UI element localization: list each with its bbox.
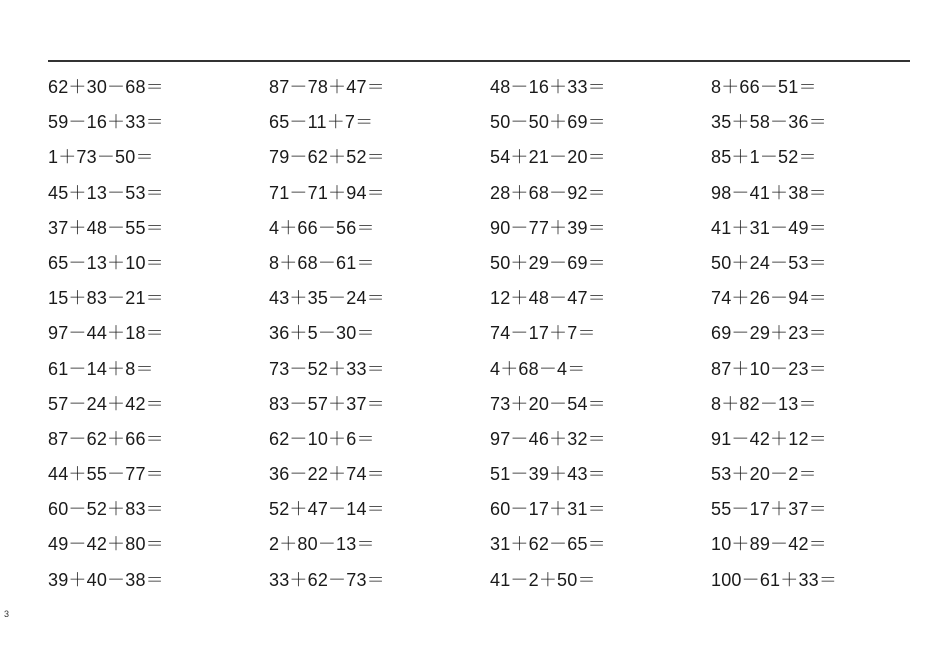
- math-problem: 59－16＋33＝: [48, 112, 164, 133]
- math-problem: 71－71＋94＝: [269, 182, 385, 203]
- math-problem: 55－17＋37＝: [711, 499, 827, 520]
- problem-grid: [48, 70, 910, 598]
- math-problem: 8＋82－13＝: [711, 393, 817, 414]
- math-problem: 50－50＋69＝: [490, 112, 606, 133]
- math-problem: 10＋89－42＝: [711, 534, 827, 555]
- math-problem: 65－13＋10＝: [48, 252, 164, 273]
- math-problem: 50＋24－53＝: [711, 252, 827, 273]
- math-problem: 87＋10－23＝: [711, 358, 827, 379]
- math-problem: 61－14＋8＝: [48, 358, 154, 379]
- math-problem: 8＋66－51＝: [711, 77, 817, 97]
- math-problem: 73－52＋33＝: [269, 358, 385, 379]
- math-problem: 79－62＋52＝: [269, 147, 385, 168]
- math-problem: 45＋13－53＝: [48, 182, 164, 203]
- math-problem: 69－29＋23＝: [711, 323, 827, 344]
- math-problem: 87－62＋66＝: [48, 428, 164, 449]
- math-problem: 98－41＋38＝: [711, 182, 827, 203]
- math-problem: 73＋20－54＝: [490, 393, 606, 414]
- math-problem: 62－10＋6＝: [269, 428, 375, 449]
- math-problem: 36＋5－30＝: [269, 323, 375, 344]
- math-problem: 62＋30－68＝: [48, 77, 164, 97]
- math-problem: 74－17＋7＝: [490, 323, 596, 344]
- math-problem: 54＋21－20＝: [490, 147, 606, 168]
- top-rule: [48, 60, 910, 62]
- math-problem: 74＋26－94＝: [711, 288, 827, 309]
- math-problem: 60－17＋31＝: [490, 499, 606, 520]
- math-problem: 49－42＋80＝: [48, 534, 164, 555]
- math-problem: 53＋20－2＝: [711, 464, 817, 485]
- math-problem: 37＋48－55＝: [48, 217, 164, 238]
- math-problem: 87－78＋47＝: [269, 77, 385, 97]
- math-problem: 51－39＋43＝: [490, 464, 606, 485]
- math-problem: 41－2＋50＝: [490, 569, 596, 590]
- math-problem: 41＋31－49＝: [711, 217, 827, 238]
- page-number: 3: [4, 609, 10, 619]
- math-problem: 39＋40－38＝: [48, 569, 164, 590]
- math-problem: 4＋66－56＝: [269, 217, 375, 238]
- math-problem: 44＋55－77＝: [48, 464, 164, 485]
- math-problem: 91－42＋12＝: [711, 428, 827, 449]
- math-problem: 90－77＋39＝: [490, 217, 606, 238]
- math-problem: 48－16＋33＝: [490, 77, 606, 97]
- math-problem: 33＋62－73＝: [269, 569, 385, 590]
- math-problem: 50＋29－69＝: [490, 252, 606, 273]
- math-problem: 35＋58－36＝: [711, 112, 827, 133]
- math-problem: 85＋1－52＝: [711, 147, 817, 168]
- math-problem: 12＋48－47＝: [490, 288, 606, 309]
- math-problem: 83－57＋37＝: [269, 393, 385, 414]
- math-problem: 4＋68－4＝: [490, 358, 586, 379]
- math-problem: 43＋35－24＝: [269, 288, 385, 309]
- math-problem: 60－52＋83＝: [48, 499, 164, 520]
- math-problem: 8＋68－61＝: [269, 252, 375, 273]
- math-problem: 65－11＋7＝: [269, 112, 374, 133]
- math-problem: 52＋47－14＝: [269, 499, 385, 520]
- math-problem: 31＋62－65＝: [490, 534, 606, 555]
- math-problem: 100－61＋33＝: [711, 569, 838, 590]
- math-problem: 97－46＋32＝: [490, 428, 606, 449]
- math-problem: 57－24＋42＝: [48, 393, 164, 414]
- math-problem: 1＋73－50＝: [48, 147, 154, 168]
- math-problem: 97－44＋18＝: [48, 323, 164, 344]
- math-problem: 2＋80－13＝: [269, 534, 375, 555]
- math-problem: 36－22＋74＝: [269, 464, 385, 485]
- math-problem: 28＋68－92＝: [490, 182, 606, 203]
- math-problem: 15＋83－21＝: [48, 288, 164, 309]
